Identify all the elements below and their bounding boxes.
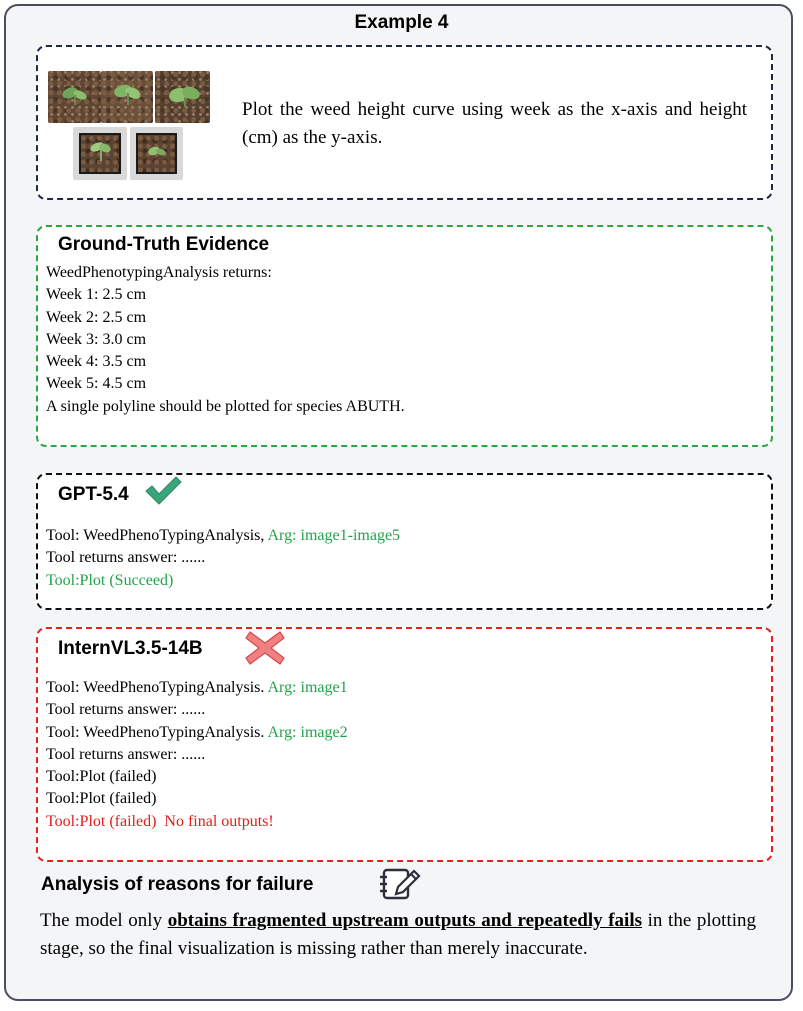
analysis-emphasis: obtains fragmented upstream outputs and repeatedly fails (167, 910, 643, 931)
weed-photo-5 (130, 127, 183, 180)
evidence-line: Week 3: 3.0 cm (46, 330, 147, 348)
check-icon (144, 474, 182, 506)
evidence-line: Week 5: 4.5 cm (46, 375, 147, 393)
evidence-line: Week 2: 2.5 cm (46, 308, 147, 326)
evidence-heading: Ground-Truth Evidence (58, 234, 270, 255)
intern-line-1: Tool: WeedPhenoTypingAnalysis. Arg: image1 (46, 679, 348, 696)
weed-photo-3 (155, 71, 210, 123)
evidence-lines (46, 262, 405, 418)
analysis-text: The model only obtains fragmented upstream outputs and repeatedly fails in the plotting stage, so the final visualization is missing rather than merely inaccurate. (40, 910, 757, 959)
intern-line-7: Tool:Plot (failed) No final outputs! (46, 812, 274, 830)
analysis-heading: Analysis of reasons for failure (41, 874, 314, 895)
evidence-line: A single polyline should be plotted for species ABUTH. (46, 397, 405, 415)
intern-line-4: Tool returns answer: ...... (46, 745, 206, 763)
intern-heading: InternVL3.5-14B (58, 638, 203, 659)
weed-photo-4 (73, 127, 127, 180)
intern-line-3: Tool: WeedPhenoTypingAnalysis. Arg: image2 (46, 723, 348, 741)
cross-icon (244, 628, 286, 668)
weed-photo-2 (101, 71, 153, 123)
example-title: Example 4 (354, 12, 449, 33)
intern-lines (46, 677, 348, 833)
notepad-pencil-icon (378, 866, 422, 902)
evidence-line: Week 1: 2.5 cm (46, 286, 147, 304)
intern-line-2: Tool returns answer: ...... (46, 701, 206, 719)
gpt-line-3: Tool:Plot (Succeed) (46, 571, 174, 589)
weed-photo-1 (48, 71, 101, 123)
intern-line-6: Tool:Plot (failed) (46, 790, 157, 808)
question-text: Plot the weed height curve using week as the x-axis and height (cm) as the y-axis. (242, 99, 747, 148)
evidence-line: Week 4: 3.5 cm (46, 353, 147, 371)
gpt-heading: GPT-5.4 (58, 484, 129, 505)
intern-line-5: Tool:Plot (failed) (46, 768, 157, 786)
gpt-line-2: Tool returns answer: ...... (46, 549, 206, 567)
gpt-lines (46, 525, 400, 592)
evidence-line: WeedPhenotypingAnalysis returns: (46, 264, 272, 281)
gpt-line-1: Tool: WeedPhenoTypingAnalysis, Arg: image1-image5 (46, 527, 401, 544)
